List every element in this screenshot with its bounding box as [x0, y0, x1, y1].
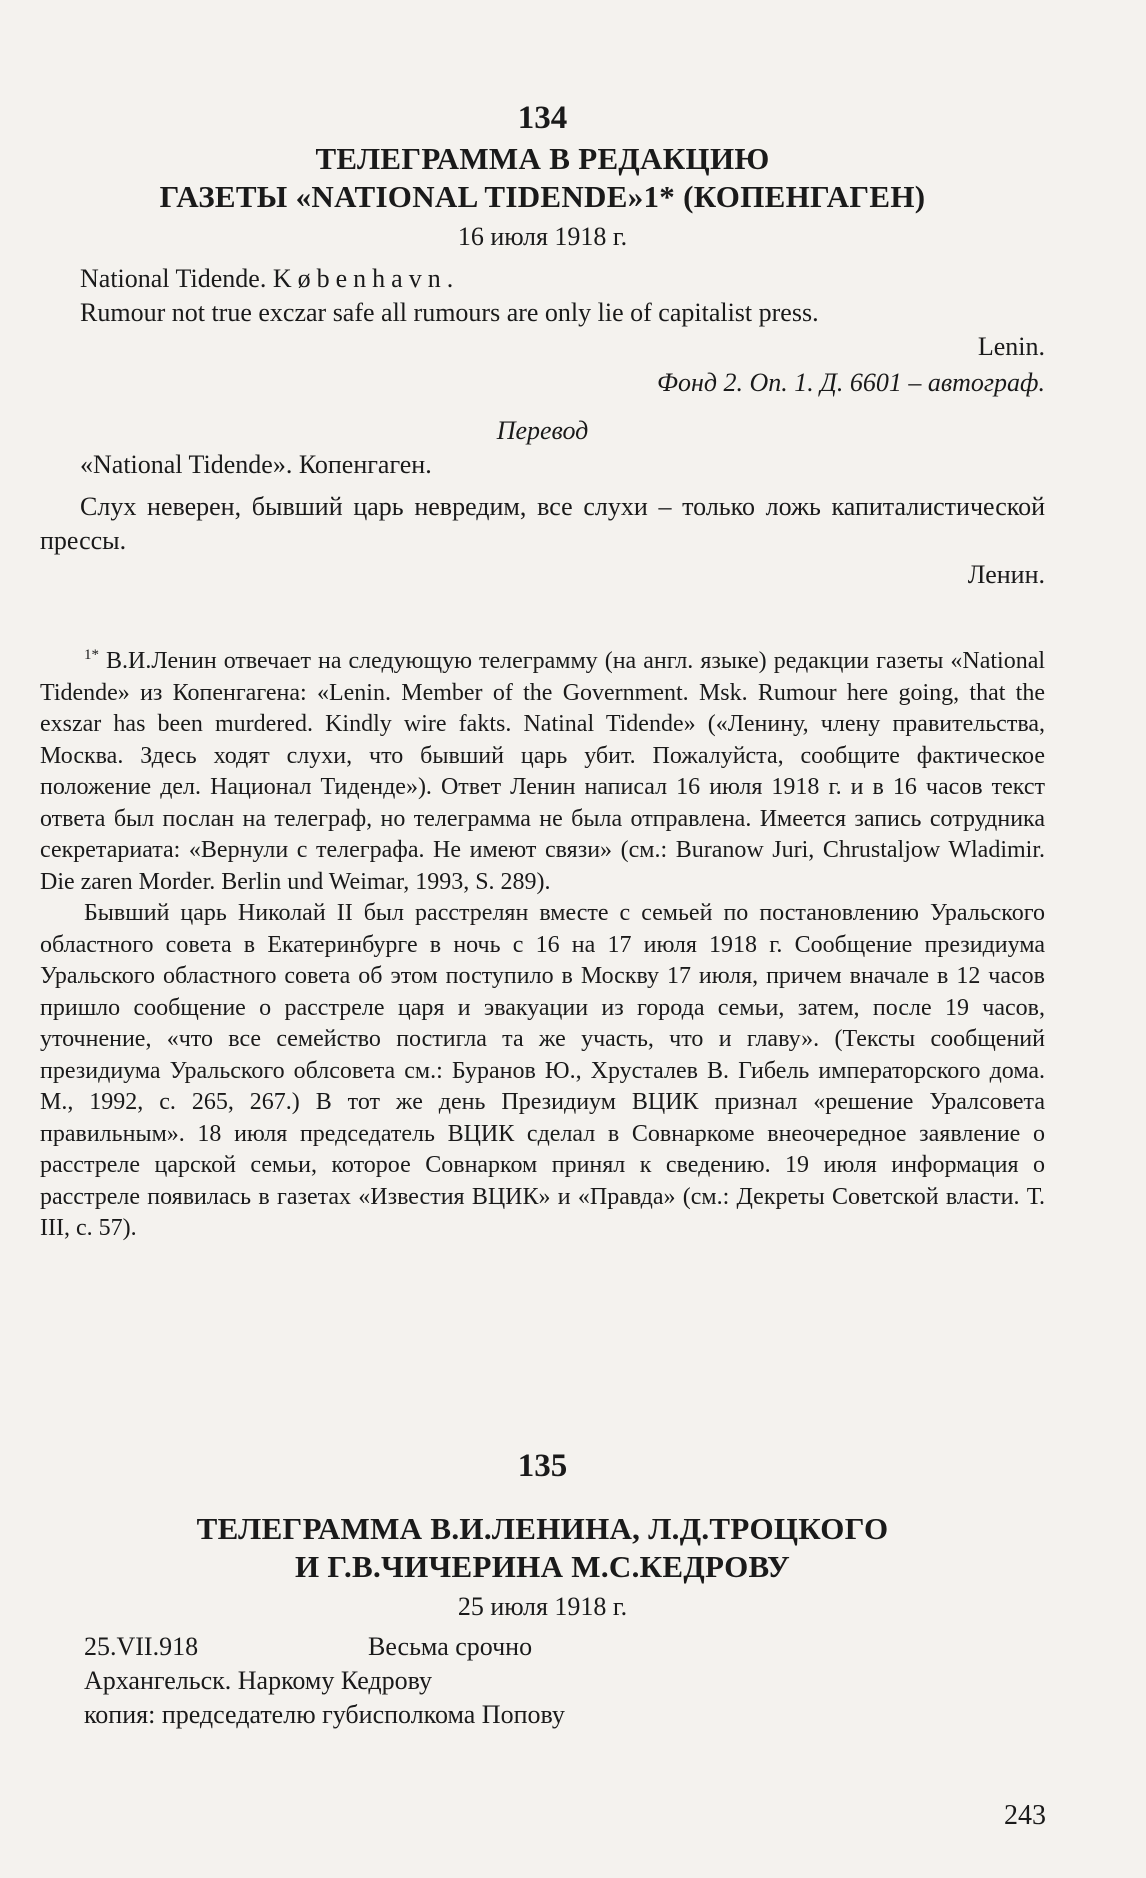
document-title-line1: ТЕЛЕГРАММА В РЕДАКЦИЮ: [315, 141, 770, 176]
address-name: National Tidende.: [80, 264, 267, 293]
addressee: Архангельск. Наркому Кедрову: [84, 1666, 433, 1695]
document-title-line2: И Г.В.ЧИЧЕРИНА М.С.КЕДРОВУ: [294, 1549, 791, 1584]
document-135: [40, 1446, 1045, 1732]
document-134: [40, 98, 1045, 592]
telegram-signature: Lenin.: [977, 332, 1045, 361]
document-number: 134: [517, 100, 568, 136]
translation-signature: Ленин.: [967, 560, 1045, 589]
archive-reference: Фонд 2. Оп. 1. Д. 6601 – автограф.: [657, 368, 1045, 397]
translation-heading: Перевод: [496, 416, 589, 445]
dateline: 25.VII.918: [84, 1632, 199, 1661]
translation-text: Слух неверен, бывший царь невредим, все слухи – только ложь капиталистической прессы.: [40, 492, 1045, 555]
document-title-line1: ТЕЛЕГРАММА В.И.ЛЕНИНА, Л.Д.ТРОЦКОГО: [196, 1511, 889, 1546]
footnote-text-1: В.И.Ленин отвечает на следующую телеграмму (на англ. языке) редакции газеты «National Tidende» из Копенгагена: «Lenin. Member of the Government. Msk. Rumour here going, that the exszar has been murdered. Kindly wire fakts. Natinal Tidende» («Ленину, члену правительства, Москва. Здесь ходят слухи, что бывший царь убит. Пожалуйста, сообщите фактическое положение дел. Национал Тиденде»). Ответ Ленин написал 16 июля 1918 г. и в 16 часов текст ответа был послан на телеграф, но телеграмма не была отправлена. Имеется запись сотрудника секретариата: «Вернули с телеграфа. Не имеют связи» (см.: Buranow Juri, Chrustaljow Wladimir. Die zaren Morder. Berlin und Weimar, 1993, S. 289).: [40, 648, 1046, 895]
footnote-paragraph-1: [40, 640, 1045, 898]
telegram-header-line: [40, 1630, 1045, 1664]
translation-address: «National Tidende». Копенгаген.: [80, 450, 432, 479]
copy-recipient: копия: председателю губисполкома Попову: [84, 1700, 565, 1729]
telegram-message: Rumour not true exczar safe all rumours are only lie of capitalist press.: [80, 298, 819, 327]
telegram-address: [40, 262, 1045, 296]
footnote-paragraph-2: Бывший царь Николай II был расстрелян вместе с семьей по постановлению Уральского областного совета в Екатеринбурге в ночь с 16 на 17 июля 1918 г. Сообщение президиума Уральского областного совета об этом поступило в Москву 17 июля, причем вначале в 12 часов пришло сообщение о расстреле царя и эвакуации из города семьи, затем, после 19 часов, уточнение, «что все семейство постигла та же участь, что и главу». (Тексты сообщений президиума Уральского облсовета см.: Буранов Ю., Хрусталев В. Гибель императорского дома. М., 1992, с. 265, 267.) В тот же день Президиум ВЦИК признал «решение Уралсовета правильным». 18 июля председатель ВЦИК сделал в Совнаркоме внеочередное заявление о расстреле царской семьи, которое Совнарком принял к сведению. 19 июля информация о расстреле появилась в газетах «Известия ВЦИК» и «Правда» (см.: Декреты Советской власти. Т. III, с. 57).: [40, 900, 1045, 1241]
urgency-label: Весьма срочно: [368, 1632, 533, 1661]
document-number: 135: [517, 1448, 568, 1484]
address-city: København.: [272, 264, 460, 293]
page-number: 243: [1004, 1800, 1046, 1831]
document-title-line2: ГАЗЕТЫ «NATIONAL TIDENDE»1* (КОПЕНГАГЕН): [159, 179, 926, 214]
footnote-marker: 1*: [84, 647, 99, 663]
document-date: 16 июля 1918 г.: [457, 222, 628, 251]
document-date: 25 июля 1918 г.: [457, 1592, 628, 1621]
footnote: [40, 640, 1045, 1245]
